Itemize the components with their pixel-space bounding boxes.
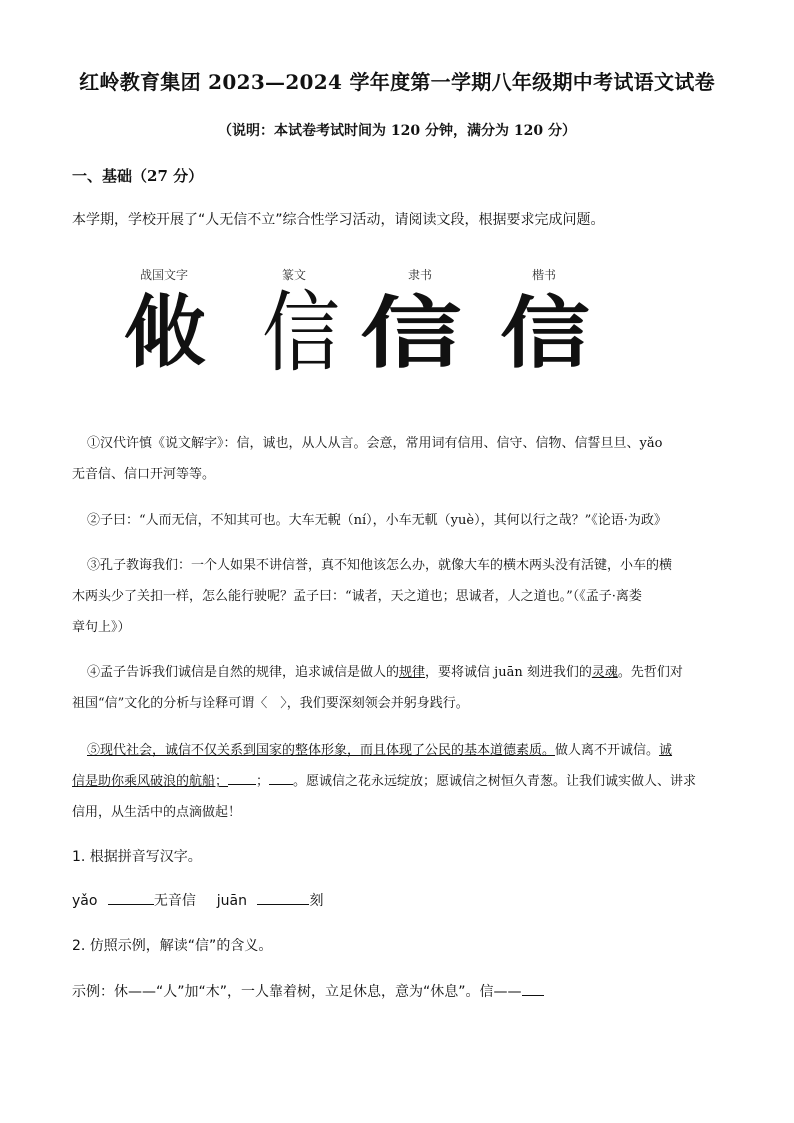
q1-tail-2: 刻 <box>309 893 324 909</box>
question-1-prompt: 1. 根据拼音写汉字。 <box>72 849 202 865</box>
q1-tail-1: 无音信 <box>153 893 196 909</box>
q1-pinyin-2: juān <box>216 893 248 909</box>
passage-5 <box>72 735 722 828</box>
glyph-clerical: 信 <box>360 289 462 379</box>
passage-5-semicolon: ； <box>256 774 270 789</box>
exam-instructions: （说明：本试卷考试时间为 120 分钟，满分为 120 分） <box>218 123 576 139</box>
passage-1-line-1: ①汉代许慎《说文解字》：信，诚也，从人从言。会意，常用词有信用、信守、信物、信誓旦旦、yǎo <box>87 436 663 451</box>
script-evolution-figure <box>110 258 610 403</box>
passage-5-part-2: 做人离不开诚信。 <box>555 743 660 758</box>
passage-5-underlined-1: ⑤现代社会，诚信不仅关系到国家的整体形象，而且体现了公民的基本道德素质。 <box>87 743 556 758</box>
question-2-example <box>72 981 544 1001</box>
passage-5-underlined-2: 诚 <box>659 743 673 758</box>
passage-2 <box>72 505 722 536</box>
passage-3-line-2: 木两头少了关扣一样，怎么能行驶呢？孟子曰：“诚者，天之道也；思诚者，人之道也。”（《孟子·离娄 <box>72 589 642 604</box>
question-1-items <box>72 890 323 910</box>
passage-4-part-3: ，要将诚信 juān 刻进我们的 <box>425 665 592 680</box>
passage-3 <box>72 550 722 643</box>
exam-title: 红岭教育集团 2023—2024 学年度第一学期八年级期中考试语文试卷 <box>79 70 715 94</box>
glyph-warring-states: 𠈅 <box>124 288 200 379</box>
passage-4-part-5: 。先哲们对 <box>617 665 683 680</box>
passage-3-line-3: 章句上》） <box>72 620 131 635</box>
passage-2-text: ②子曰：“人而无信，不知其可也。大车无輗（ní），小车无軏（yuè），其何以行之哉？”《论语·为政》 <box>87 513 667 528</box>
script-label-warring-states: 战国文字 <box>140 268 189 282</box>
question-2-prompt: 2. 仿照示例，解读“信”的含义。 <box>72 938 273 954</box>
passage-5-line-2-rest: 。愿诚信之花永远绽放；愿诚信之树恒久青葱。让我们诚实做人、讲求 <box>293 774 697 789</box>
passage-5-blank-2[interactable] <box>269 770 293 785</box>
passage-5-blank-1[interactable] <box>228 770 256 785</box>
q2-example-text: 示例：休——“人”加“木”，一人靠着树，立足休息，意为“休息”。信—— <box>72 984 522 1000</box>
glyph-seal: 信 <box>262 283 341 385</box>
passage-4-part-1: ④孟子告诉我们诚信是自然的规律，追求诚信是做人的 <box>87 665 400 680</box>
glyph-regular: 信 <box>500 288 590 379</box>
script-label-clerical: 隶书 <box>408 268 433 282</box>
q1-pinyin-1: yǎo <box>72 893 98 909</box>
passage-3-line-1: ③孔子教诲我们：一个人如果不讲信誉，真不知他该怎么办，就像大车的横木两头没有活键，小车的横 <box>87 558 673 573</box>
passage-5-line-3: 信用，从生活中的点滴做起！ <box>72 805 242 820</box>
passage-4-underlined-1: 规律 <box>399 665 426 680</box>
script-label-seal: 篆文 <box>282 268 307 282</box>
passage-4-underlined-2: 灵魂 <box>591 665 618 680</box>
section-intro: 本学期，学校开展了“人无信不立”综合性学习活动，请阅读文段，根据要求完成问题。 <box>72 212 605 228</box>
section-heading: 一、基础（27 分） <box>72 167 204 185</box>
passage-4-line-2: 祖国“信”文化的分析与诠释可谓〈 〉，我们要深刻领会并躬身践行。 <box>72 696 469 711</box>
q1-answer-blank-2[interactable] <box>257 890 309 905</box>
passage-4 <box>72 657 722 719</box>
q2-answer-blank[interactable] <box>522 981 544 996</box>
q1-answer-blank-1[interactable] <box>108 890 154 905</box>
script-label-regular: 楷书 <box>532 268 557 282</box>
passage-5-underlined-3: 信是助你乘风破浪的航船； <box>72 774 229 789</box>
passage-1 <box>72 428 722 490</box>
passage-1-line-2: 无音信、信口开河等等。 <box>72 467 216 482</box>
